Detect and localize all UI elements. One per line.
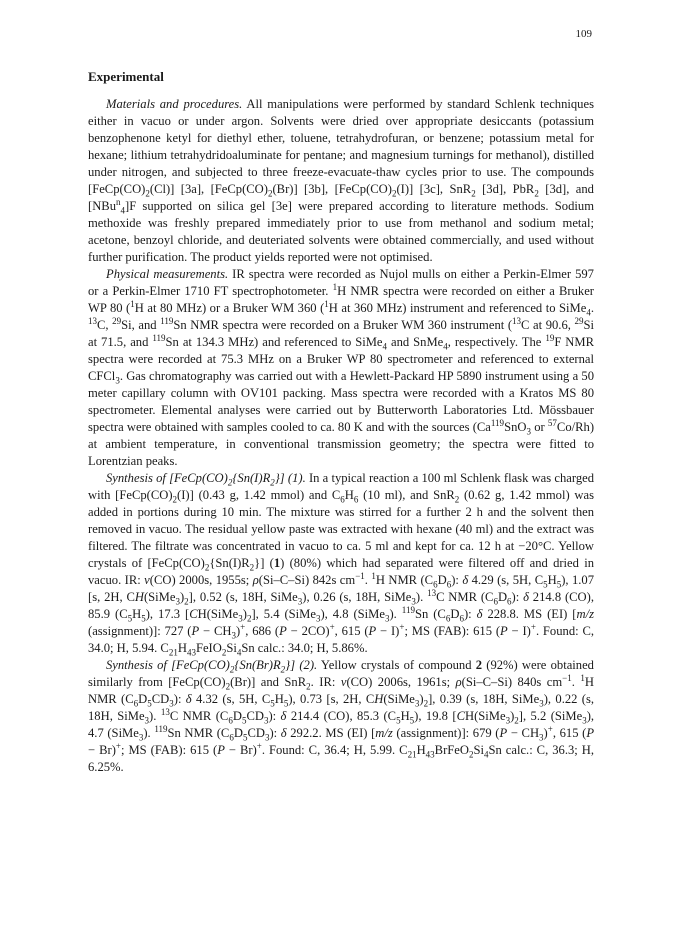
section-heading: Experimental [88,69,164,84]
paragraph-heading: Synthesis of $[FeCp(CO)_2\{Sn(Br)R_2\}]$ (2). [106,658,318,675]
paragraph-text: Yellow crystals of compound 2 (92%) were obtained similarly from $[FeCp(CO)_2(Br)]$ and SnR$_2$. IR: ν(CO) 2006s, 1961s; ρ(Si–C–Si) 840s $cm^{-1}$. $^1$H NMR $(C_6D_5CD_3)$: δ 4.32 (s, 5H, $C_5H_5$), 0.73 [s, 2H, $CH(SiMe_3)_2$], 0.39 (s, 18H, SiMe$_3$), 0.22 (s, 18H, SiMe$_3$). $^{13}$C NMR $(C_6D_5CD_3)$: δ 214.4 (CO), 85.3 $(C_5H_5)$, 19.8 $[CH(SiMe_3)_2]$, 5.2 (SiMe$_3$), 4.7 (SiMe$_3$). $^{119}$Sn NMR $(C_6D_5CD_3)$: δ 292.2. MS (EI) [m/z (assignment)]: 679 $(P - CH_3)^+$, 615 (P − Br)+; MS (FAB): 615 (P − Br)+. Found: C, 36.4; H, 5.99. $C_{21}H_{43}BrFeO_2Si_4Sn$ calc.: C, 36.3; H, 6.25%. [88,658,595,774]
paragraph-synthesis-2 [88,657,594,776]
paragraph-physical-measurements [88,266,594,470]
paragraph-materials [88,96,594,266]
paragraph-synthesis-1 [88,470,594,657]
paragraph-heading: Materials and procedures. [106,97,243,111]
experimental-body [88,96,594,776]
page-number: 109 [575,28,592,40]
paragraph-text: All manipulations were performed by standard Schlenk techniques either in vacuo or under argon. Solvents were dried over appropriate desiccants (potassium benzophenone ketyl for diethyl ether, toluene, tetrahydrofuran, or benzene; potassium metal for hexane; lithium tetrahydridoaluminate for pentane; and magnesium turnings for methanol), distilled under nitrogen, and subjected to three freeze-evacuate-thaw cycles prior to use. The compounds $[FeCp(CO)_2(Cl)]$ [3a], $[FeCp(CO)_2(Br)]$ [3b], $[FeCp(CO)_2(I)]$ [3c], SnR$_2$ [3d], PbR$_2$ [3d], and [NBu$^n_4$]F supported on silica gel [3e] were prepared according to literature methods. Sodium methoxide was freshly prepared immediately prior to use from methanol and sodium metal; acetone, benzoyl chloride, and deuteriated solvents were obtained commercially, and used without further purification. The product yields reported were not optimised. [88,97,594,264]
paragraph-heading: Synthesis of $[FeCp(CO)_2\{Sn(I)R_2\}]$ (1). [106,471,306,488]
paragraph-text: In a typical reaction a 100 ml Schlenk flask was charged with $[FeCp(CO)_2(I)]$ (0.43 g, 1.42 mmol) and $C_6H_6$ (10 ml), and SnR$_2$ (0.62 g, 1.42 mmol) was added in portions during 10 min. The mixture was stirred for a further 2 h and the solvent then removed in vacuo. The residual yellow paste was extracted with hexane (40 ml) and the extract was filtered. The filtrate was concentrated in vacuo to ca. 5 ml and kept for ca. 12 h at −20°C. Yellow crystals of $[FeCp(CO)_2\{Sn(I)R_2\}]$ (1) (80%) which had separated were filtered off and dried in vacuo. IR: ν(CO) 2000s, 1955s; ρ(Si–C–Si) 842s $cm^{-1}$. $^1$H NMR $(C_6D_6)$: δ 4.29 (s, 5H, $C_5H_5$), 1.07 [s, 2H, $CH(SiMe_3)_2$], 0.52 (s, 18H, SiMe$_3$), 0.26 (s, 18H, SiMe$_3$). $^{13}$C NMR $(C_6D_6)$: δ 214.8 (CO), 85.9 $(C_5H_5)$, 17.3 $[CH(SiMe_3)_2]$, 5.4 (SiMe$_3$), 4.8 (SiMe$_3$). $^{119}$Sn $(C_6D_6)$: δ 228.8. MS (EI) [m/z (assignment)]: 727 $(P - CH_3)^+$, 686 (P − 2CO)+, 615 (P − I)+; MS (FAB): 615 (P − I)+. Found: C, 34.0; H, 5.94. $C_{21}H_{43}FeIO_2Si_4Sn$ calc.: 34.0; H, 5.86%. [88,471,595,658]
paragraph-text: IR spectra were recorded as Nujol mulls on either a Perkin-Elmer 597 or a Perkin-Elmer 1710 FT spectrophotometer. $^1$H NMR spectra were recorded on either a Bruker WP 80 ($^1$H at 80 MHz) or a Bruker WM 360 ($^1$H at 360 MHz) instrument and referenced to SiMe$_4$. $^{13}$C, $^{29}$Si, and $^{119}$Sn NMR spectra were recorded on a Bruker WM 360 instrument ($^{13}$C at 90.6, $^{29}$Si at 71.5, and $^{119}$Sn at 134.3 MHz) and referenced to SiMe$_4$ and SnMe$_4$, respectively. The $^{19}$F NMR spectra were recorded at 75.3 MHz on a Bruker WP 80 spectrometer and referenced to external CFCl$_3$. Gas chromatography was carried out with a Hewlett-Packard HP 5890 instrument using a 50 meter capillary column with OV101 packing. Mass spectra were recorded with a Kratos MS 80 spectrometer. Elemental analyses were carried out by Butterworth Laboratories Ltd. Mössbauer spectra were obtained with samples cooled to ca. 80 K and with the sources ($Ca^{119}SnO_3$ or $^{57}$Co/Rh) at ambient temperature, in conventional transmission geometry; the spectra were fitted to Lorentzian peaks. [88,267,595,468]
paragraph-heading: Physical measurements. [106,267,229,281]
